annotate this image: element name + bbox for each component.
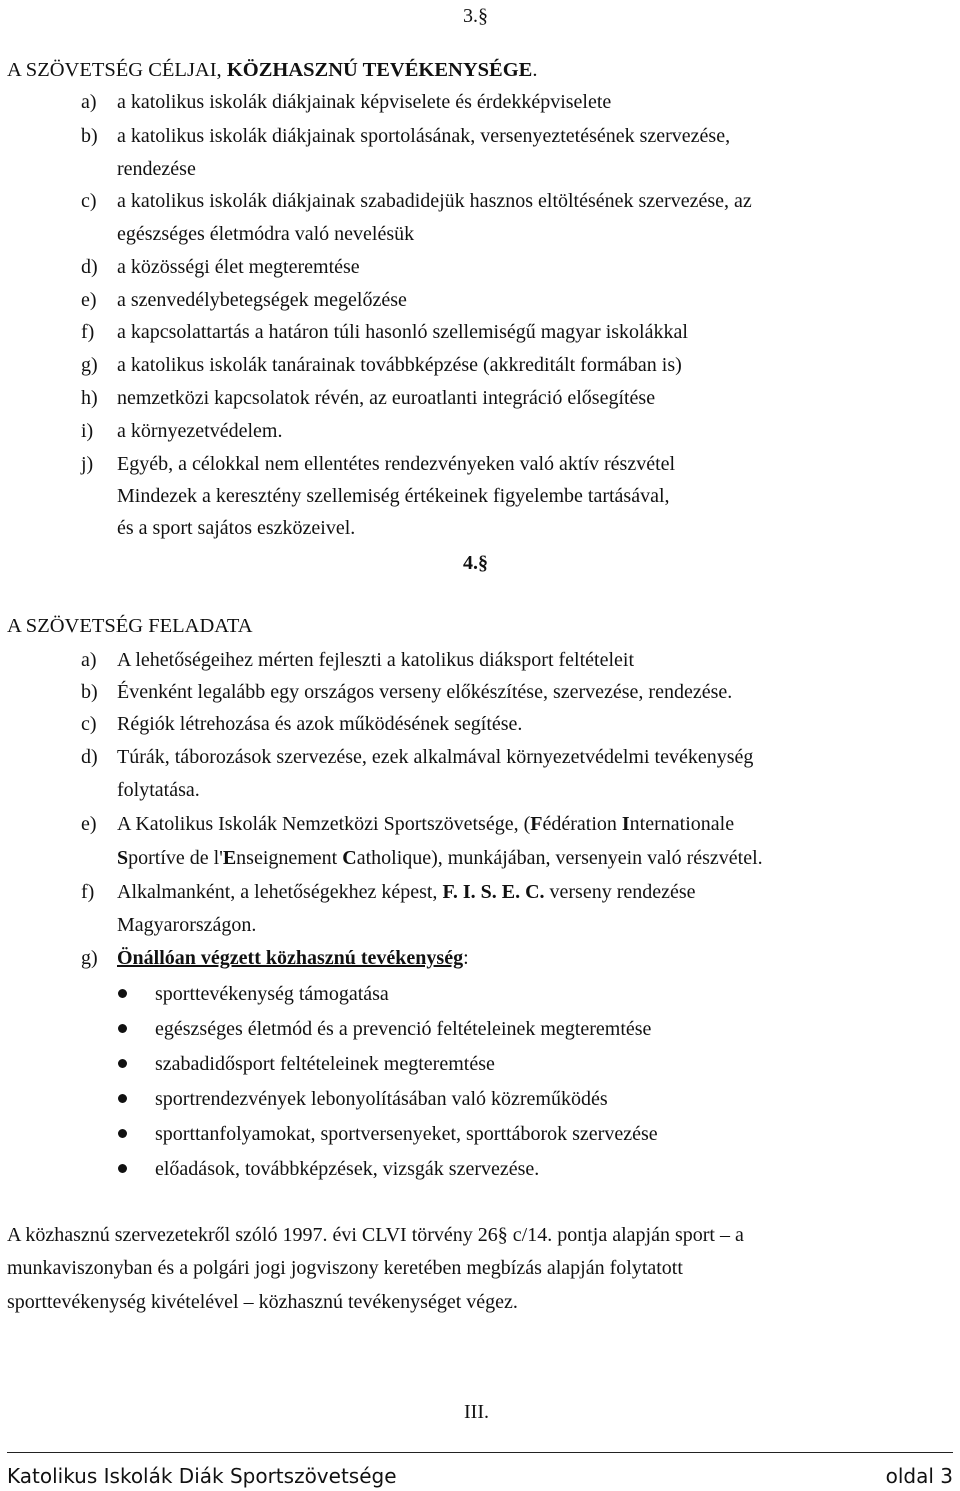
- bullet-text: sportrendezvények lebonyolításában való közreműködés: [155, 1088, 608, 1110]
- bullet-text: sporttanfolyamokat, sportversenyeket, sporttáborok szervezése: [155, 1123, 658, 1145]
- item-label: g): [81, 354, 98, 376]
- item-text-continued: egészséges életmódra való nevelésük: [117, 223, 415, 245]
- item-text: A Katolikus Iskolák Nemzetközi Sportszövetsége, (Fédération Internationale: [117, 813, 735, 835]
- section-3-number: 3.§: [463, 5, 488, 27]
- item-label: e): [81, 813, 97, 835]
- item-label: f): [81, 881, 95, 903]
- item-text: Egyéb, a célokkal nem ellentétes rendezvényeken való aktív részvétel: [117, 453, 676, 475]
- paragraph-line: sporttevékenység kivételével – közhasznú tevékenységet végez.: [7, 1291, 518, 1313]
- item-text-continued: folytatása.: [117, 779, 200, 801]
- item-text: a katolikus iskolák tanárainak továbbképzése (akkreditált formában is): [117, 354, 682, 376]
- section-4-heading: A SZÖVETSÉG FELADATA: [7, 615, 253, 637]
- bullet-icon: [118, 1094, 127, 1103]
- item-text: a szenvedélybetegségek megelőzése: [117, 289, 407, 311]
- item-text: a katolikus iskolák diákjainak szabadidejük hasznos eltöltésének szervezése, az: [117, 190, 752, 212]
- paragraph-line: A közhasznú szervezetekről szóló 1997. évi CLVI törvény 26§ c/14. pontja alapján sport – a: [7, 1224, 744, 1246]
- item-label: g): [81, 947, 98, 969]
- bullet-text: egészséges életmód és a prevenció feltételeinek megteremtése: [155, 1018, 652, 1040]
- item-text: a környezetvédelem.: [117, 420, 283, 442]
- paragraph-line: munkaviszonyban és a polgári jogi jogviszony keretében megbízás alapján folytatott: [7, 1257, 683, 1279]
- item-label: b): [81, 681, 98, 703]
- item-text: Önállóan végzett közhasznú tevékenység:: [117, 947, 469, 969]
- item-text: a kapcsolattartás a határon túli hasonló szellemiségű magyar iskolákkal: [117, 321, 688, 343]
- bullet-icon: [118, 989, 127, 998]
- item-text: a közösségi élet megteremtése: [117, 256, 360, 278]
- item-label: d): [81, 746, 98, 768]
- item-text-continued: rendezése: [117, 158, 196, 180]
- item-label: d): [81, 256, 98, 278]
- item-text: a katolikus iskolák diákjainak sportolásának, versenyeztetésének szervezése,: [117, 125, 731, 147]
- item-label: c): [81, 190, 97, 212]
- item-label: j): [81, 453, 94, 475]
- bullet-icon: [118, 1059, 127, 1068]
- item-text: Alkalmanként, a lehetőségekhez képest, F. I. S. E. C. verseny rendezése: [117, 881, 696, 903]
- bullet-text: szabadidősport feltételeinek megteremtése: [155, 1053, 495, 1075]
- item-text-continued: Sportíve de l'Enseignement Catholique), munkájában, versenyein való részvétel.: [117, 847, 763, 869]
- item-text: Évenként legalább egy országos verseny előkészítése, szervezése, rendezése.: [117, 681, 733, 703]
- item-label: b): [81, 125, 98, 147]
- item-label: a): [81, 91, 97, 113]
- bullet-icon: [118, 1129, 127, 1138]
- bullet-icon: [118, 1024, 127, 1033]
- section-4-number: 4.§: [463, 552, 488, 574]
- item-text-continued: Mindezek a keresztény szellemiség értékeinek figyelembe tartásával,: [117, 485, 670, 507]
- item-text: Régiók létrehozása és azok működésének segítése.: [117, 713, 523, 735]
- chapter-number: III.: [464, 1401, 489, 1423]
- footer-organization: Katolikus Iskolák Diák Sportszövetsége: [7, 1464, 397, 1488]
- footer-divider: [7, 1452, 953, 1453]
- item-label: f): [81, 321, 95, 343]
- item-label: h): [81, 387, 98, 409]
- section-3-heading: A SZÖVETSÉG CÉLJAI, KÖZHASZNÚ TEVÉKENYSÉGE.: [7, 59, 538, 81]
- item-text: A lehetőségeihez mérten fejleszti a katolikus diáksport feltételeit: [117, 649, 635, 671]
- item-label: a): [81, 649, 97, 671]
- item-text: nemzetközi kapcsolatok révén, az euroatlanti integráció elősegítése: [117, 387, 656, 409]
- bullet-text: előadások, továbbképzések, vizsgák szervezése.: [155, 1158, 540, 1180]
- item-text-continued: és a sport sajátos eszközeivel.: [117, 517, 356, 539]
- item-label: i): [81, 420, 94, 442]
- footer-page-number: oldal 3: [885, 1464, 953, 1488]
- bullet-text: sporttevékenység támogatása: [155, 983, 389, 1005]
- item-text: a katolikus iskolák diákjainak képviselete és érdekképviselete: [117, 91, 612, 113]
- bullet-icon: [118, 1164, 127, 1173]
- item-label: c): [81, 713, 97, 735]
- item-label: e): [81, 289, 97, 311]
- item-text: Túrák, táborozások szervezése, ezek alkalmával környezetvédelmi tevékenység: [117, 746, 754, 768]
- page-footer: [7, 1466, 953, 1486]
- item-text-continued: Magyarországon.: [117, 914, 257, 936]
